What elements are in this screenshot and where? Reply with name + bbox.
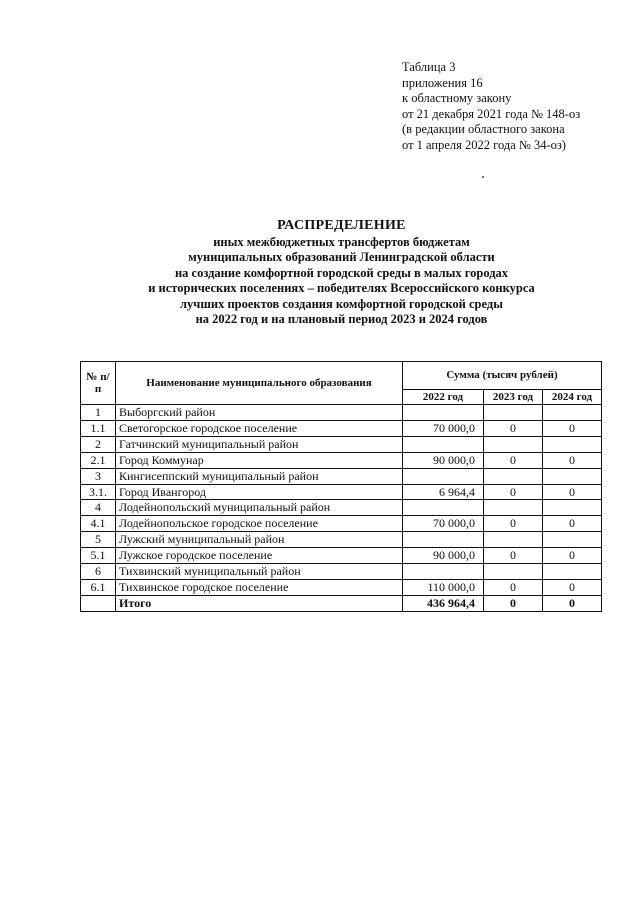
column-header-name: Наименование муниципального образования [116, 362, 403, 405]
row-name: Кингисеппский муниципальный район [116, 468, 403, 484]
title-line: на создание комфортной городской среды в малых городах [174, 265, 509, 280]
row-name: Город Коммунар [116, 452, 403, 468]
row-name: Гатчинский муниципальный район [116, 436, 403, 452]
row-2022: 90 000,0 [403, 548, 484, 564]
row-number: 6.1 [81, 579, 116, 595]
table-body [81, 405, 602, 596]
row-2023: 0 [484, 548, 543, 564]
row-name: Тихвинское городское поселение [116, 579, 403, 595]
row-name: Лужское городское поселение [116, 548, 403, 564]
table-row [81, 405, 602, 421]
appendix-line: от 21 декабря 2021 года № 148-оз [402, 106, 581, 121]
appendix-line: к областному закону [402, 91, 512, 105]
row-number: 4 [81, 500, 116, 516]
row-2022: 6 964,4 [403, 484, 484, 500]
table-row [81, 532, 602, 548]
distribution-table [80, 361, 602, 612]
appendix-reference [402, 60, 580, 153]
title-heading: РАСПРЕДЕЛЕНИЕ [277, 218, 406, 233]
row-2022: 70 000,0 [403, 516, 484, 532]
table-row [81, 468, 602, 484]
table-row [81, 579, 602, 595]
table-row [81, 436, 602, 452]
row-2022 [403, 564, 484, 580]
row-2023 [484, 500, 543, 516]
row-2024: 0 [543, 420, 602, 436]
row-2024: 0 [543, 516, 602, 532]
row-2024 [543, 500, 602, 516]
row-number: 4.1 [81, 516, 116, 532]
title-line: муниципальных образований Ленинградской области [188, 250, 495, 264]
title-line: на 2022 год и на плановый период 2023 и 2024 годов [195, 312, 488, 326]
row-number: 2.1 [81, 452, 116, 468]
row-2022 [403, 500, 484, 516]
row-2024: 0 [543, 452, 602, 468]
total-2024: 0 [543, 595, 602, 611]
row-2023 [484, 436, 543, 452]
row-2023 [484, 564, 543, 580]
row-2023: 0 [484, 516, 543, 532]
row-2024 [543, 468, 602, 484]
table-row [81, 452, 602, 468]
row-number: 3.1. [81, 484, 116, 500]
row-2022 [403, 468, 484, 484]
row-name: Светогорское городское поселение [116, 420, 403, 436]
row-2024: 0 [543, 484, 602, 500]
row-number: 5 [81, 532, 116, 548]
row-2023 [484, 405, 543, 421]
row-number: 5.1 [81, 548, 116, 564]
row-2024: 0 [543, 579, 602, 595]
table-row [81, 420, 602, 436]
row-2022 [403, 532, 484, 548]
row-name: Выборгский район [116, 405, 403, 421]
appendix-line: от 1 апреля 2022 года № 34-оз) [402, 137, 566, 152]
column-header-year: 2024 год [543, 389, 602, 404]
title-line: лучших проектов создания комфортной городской среды [180, 296, 503, 311]
row-number: 1.1 [81, 420, 116, 436]
column-header-sum: Сумма (тысяч рублей) [403, 362, 602, 390]
total-2022: 436 964,4 [403, 595, 484, 611]
row-2024 [543, 564, 602, 580]
row-2023: 0 [484, 452, 543, 468]
column-header-year: 2022 год [403, 389, 484, 404]
appendix-line: Таблица 3 [402, 60, 456, 74]
row-name: Город Ивангород [116, 484, 403, 500]
row-2023: 0 [484, 420, 543, 436]
table-row [81, 564, 602, 580]
row-name: Лужский муниципальный район [116, 532, 403, 548]
row-2023: 0 [484, 484, 543, 500]
row-name: Лодейнопольское городское поселение [116, 516, 403, 532]
row-2022 [403, 436, 484, 452]
table-row [81, 548, 602, 564]
total-number-cell [81, 595, 116, 611]
row-name: Лодейнопольский муниципальный район [116, 500, 403, 516]
row-number: 2 [81, 436, 116, 452]
row-name: Тихвинский муниципальный район [116, 564, 403, 580]
row-2024 [543, 405, 602, 421]
appendix-line: (в редакции областного закона [402, 122, 565, 136]
title-line: и исторических поселениях – победителях Всероссийского конкурса [148, 281, 535, 295]
appendix-line: приложения 16 [402, 75, 483, 90]
row-2024: 0 [543, 548, 602, 564]
row-number: 1 [81, 405, 116, 421]
table-row [81, 516, 602, 532]
total-row [81, 595, 602, 611]
row-2023 [484, 468, 543, 484]
row-2024 [543, 532, 602, 548]
table-row [81, 500, 602, 516]
row-2022: 110 000,0 [403, 579, 484, 595]
row-number: 3 [81, 468, 116, 484]
scan-speck [482, 176, 484, 178]
row-number: 6 [81, 564, 116, 580]
row-2023 [484, 532, 543, 548]
title-line: иных межбюджетных трансфертов бюджетам [213, 234, 470, 249]
document-title [80, 218, 603, 328]
row-2022: 70 000,0 [403, 420, 484, 436]
table-row [81, 484, 602, 500]
row-2022: 90 000,0 [403, 452, 484, 468]
total-2023: 0 [484, 595, 543, 611]
row-2022 [403, 405, 484, 421]
row-2024 [543, 436, 602, 452]
row-2023: 0 [484, 579, 543, 595]
total-label: Итого [116, 595, 403, 611]
column-header-year: 2023 год [484, 389, 543, 404]
column-header-number: № п/п [81, 362, 116, 405]
